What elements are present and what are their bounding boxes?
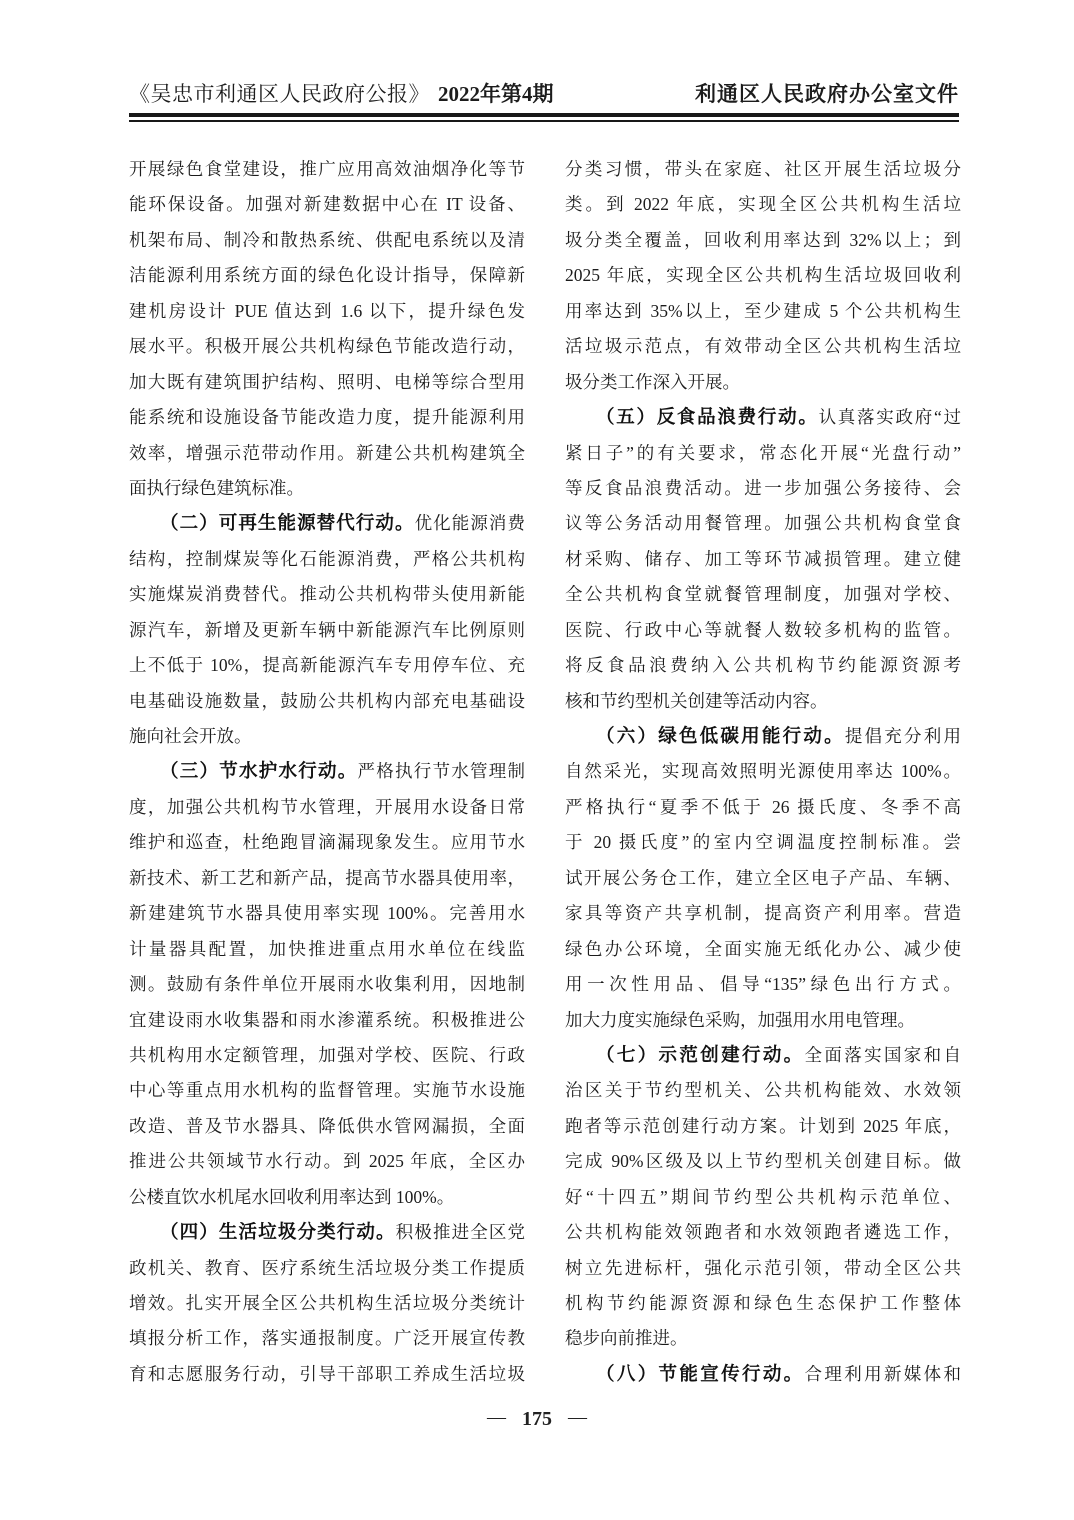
text-line xyxy=(129,1038,525,1073)
body-text: 圾分类工作深入开展。 xyxy=(565,371,740,392)
text-line xyxy=(565,1215,961,1250)
body-text: 2025 年底，实现全区公共机构生活垃圾回收利 xyxy=(565,265,961,286)
body-text: 计量器具配置，加快推进重点用水单位在线监 xyxy=(129,938,525,959)
text-line xyxy=(565,1357,961,1392)
text-line xyxy=(565,1251,961,1286)
page-number: 175 xyxy=(522,1408,552,1430)
body-text: 共机构用水定额管理，加强对学校、医院、行政 xyxy=(129,1044,525,1065)
body-text: 核和节约型机关创建等活动内容。 xyxy=(565,690,828,711)
footer-dash-left: — xyxy=(487,1407,506,1428)
text-line xyxy=(565,1109,961,1144)
text-line xyxy=(129,613,525,648)
body-text: 效率，增强示范带动作用。新建公共机构建筑全 xyxy=(129,442,525,463)
text-line xyxy=(565,1073,961,1108)
body-text: 电基础设施数量，鼓励公共机构内部充电基础设 xyxy=(129,690,525,711)
body-text: 度，加强公共机构节水管理，开展用水设备日常 xyxy=(129,796,525,817)
text-line xyxy=(129,223,525,258)
body-text: 实施煤炭消费替代。推动公共机构带头使用新能 xyxy=(129,584,525,605)
body-text: 建机房设计 PUE 值达到 1.6 以下，提升绿色发 xyxy=(129,300,525,321)
text-line xyxy=(129,719,525,754)
text-line xyxy=(565,1003,961,1038)
text-line xyxy=(129,258,525,293)
body-text: 完成 90%区级及以上节约型机关创建目标。做 xyxy=(565,1151,961,1172)
text-line xyxy=(565,152,961,187)
header-right-group xyxy=(695,78,959,108)
body-text: 公共机构能效领跑者和水效领跑者遴选工作， xyxy=(565,1222,961,1243)
body-text: 严格执行节水管理制 xyxy=(357,761,525,782)
body-text: 展水平。积极开展公共机构绿色节能改造行动， xyxy=(129,336,525,357)
gazette-title: 《吴忠市利通区人民政府公报》 xyxy=(129,82,430,106)
body-text: 积极推进全区党 xyxy=(395,1222,525,1243)
body-text: 绿色办公环境，全面实施无纸化办公、减少使 xyxy=(565,938,961,959)
body-text: 测。鼓励有条件单位开展雨水收集利用，因地制 xyxy=(129,974,525,995)
body-text: 好“十四五”期间节约型公共机构示范单位、 xyxy=(565,1186,961,1207)
text-line xyxy=(565,932,961,967)
text-line xyxy=(565,223,961,258)
body-text: 类。到 2022 年底，实现全区公共机构生活垃 xyxy=(565,194,961,215)
body-text: 育和志愿服务行动，引导干部职工养成生活垃圾 xyxy=(129,1363,525,1384)
text-line xyxy=(129,329,525,364)
body-text: 新技术、新工艺和新产品，提高节水器具使用率， xyxy=(129,867,525,888)
body-text: 能系统和设施设备节能改造力度，提升能源利用 xyxy=(129,407,525,428)
text-line xyxy=(565,648,961,683)
body-text: 材采购、储存、加工等环节减损管理。建立健 xyxy=(565,548,961,569)
text-line xyxy=(565,542,961,577)
section-heading: （二）可再生能源替代行动。 xyxy=(160,514,415,535)
header-rule xyxy=(129,113,959,122)
body-text: 等反食品浪费活动。进一步加强公务接待、会 xyxy=(565,477,961,498)
section-heading: （八）节能宣传行动。 xyxy=(596,1364,805,1385)
body-text: 填报分析工作，落实通报制度。广泛开展宣传教 xyxy=(129,1328,525,1349)
issue-label: 2022年第4期 xyxy=(438,82,554,106)
text-line xyxy=(129,967,525,1002)
text-line xyxy=(129,790,525,825)
body-text: 于 20 摄氏度”的室内空调温度控制标准。尝 xyxy=(565,832,961,853)
body-text: 稳步向前推进。 xyxy=(565,1328,688,1349)
text-line xyxy=(129,1215,525,1250)
text-line xyxy=(129,1144,525,1179)
text-line xyxy=(129,365,525,400)
body-text: 结构，控制煤炭等化石能源消费，严格公共机构 xyxy=(129,548,525,569)
section-heading: （五）反食品浪费行动。 xyxy=(596,408,819,429)
body-text: 认真落实政府“过 xyxy=(818,407,961,428)
text-line xyxy=(129,1073,525,1108)
text-line xyxy=(129,471,525,506)
text-line xyxy=(129,577,525,612)
text-line xyxy=(129,1286,525,1321)
body-text: 分类习惯，带头在家庭、社区开展生活垃圾分 xyxy=(565,159,961,179)
text-line xyxy=(565,1321,961,1356)
body-text: 严格执行“夏季不低于 26 摄氏度、冬季不高 xyxy=(565,796,961,817)
text-line xyxy=(565,861,961,896)
text-line xyxy=(129,861,525,896)
body-text: 面执行绿色建筑标准。 xyxy=(129,477,304,498)
body-text: 家具等资产共享机制，提高资产利用率。营造 xyxy=(565,903,961,924)
footer-dash-right: — xyxy=(568,1407,587,1428)
body-text: 将反食品浪费纳入公共机构节约能源资源考 xyxy=(565,655,961,676)
section-heading: （六）绿色低碳用能行动。 xyxy=(596,727,845,747)
body-text: 机构节约能源资源和绿色生态保护工作整体 xyxy=(565,1293,961,1313)
text-line xyxy=(565,754,961,789)
text-line xyxy=(565,1144,961,1179)
body-text: 全面落实国家和自 xyxy=(804,1044,961,1065)
text-line xyxy=(565,613,961,648)
body-text: 合理利用新媒体和 xyxy=(804,1363,961,1384)
body-text: 政机关、教育、医疗系统生活垃圾分类工作提质 xyxy=(129,1257,525,1278)
body-text: 开展绿色食堂建设，推广应用高效油烟净化等节 xyxy=(129,159,525,179)
body-text: 医院、行政中心等就餐人数较多机构的监管。 xyxy=(565,619,961,640)
body-text: 跑者等示范创建行动方案。计划到 2025 年底， xyxy=(565,1115,961,1136)
page-header xyxy=(129,78,959,108)
body-text: 改造、普及节水器具、降低供水管网漏损，全面 xyxy=(129,1115,525,1136)
text-line xyxy=(565,719,961,754)
body-text: 圾分类全覆盖，回收利用率达到 32%以上；到 xyxy=(565,229,961,250)
body-text: 上不低于 10%，提高新能源汽车专用停车位、充 xyxy=(129,655,525,676)
text-line xyxy=(129,1003,525,1038)
text-line xyxy=(129,648,525,683)
body-text: 施向社会开放。 xyxy=(129,726,252,746)
body-text: 源汽车，新增及更新车辆中新能源汽车比例原则 xyxy=(129,619,525,640)
text-line xyxy=(565,329,961,364)
text-line xyxy=(129,1321,525,1356)
doc-source-label: 利通区人民政府办公室文件 xyxy=(695,82,959,106)
right-column xyxy=(565,152,961,1392)
text-line xyxy=(129,1357,525,1392)
text-line xyxy=(129,825,525,860)
text-line xyxy=(129,754,525,789)
text-line xyxy=(565,790,961,825)
body-text: 用率达到 35%以上，至少建成 5 个公共机构生 xyxy=(565,300,961,321)
text-line xyxy=(565,365,961,400)
body-text: 洁能源利用系统方面的绿色化设计指导，保障新 xyxy=(129,265,525,286)
body-text: 全公共机构食堂就餐管理制度，加强对学校、 xyxy=(565,584,961,605)
text-line xyxy=(129,1109,525,1144)
section-heading: （七）示范创建行动。 xyxy=(596,1045,805,1066)
text-line xyxy=(129,684,525,719)
text-line xyxy=(565,577,961,612)
body-text: 优化能源消费 xyxy=(414,513,525,534)
text-line xyxy=(129,436,525,471)
text-line xyxy=(565,684,961,719)
text-line xyxy=(129,932,525,967)
body-text: 加大既有建筑围护结构、照明、电梯等综合型用 xyxy=(129,371,525,392)
text-line xyxy=(565,258,961,293)
body-text: 增效。扎实开展全区公共机构生活垃圾分类统计 xyxy=(129,1293,525,1313)
text-line xyxy=(129,506,525,541)
body-text: 提倡充分利用 xyxy=(844,726,961,746)
body-text: 紧日子”的有关要求，常态化开展“光盘行动” xyxy=(565,442,961,463)
text-line xyxy=(129,187,525,222)
text-line xyxy=(565,967,961,1002)
text-line xyxy=(565,436,961,471)
text-line xyxy=(129,294,525,329)
body-text: 自然采光，实现高效照明光源使用率达 100%。 xyxy=(565,761,961,782)
text-line xyxy=(129,896,525,931)
text-line xyxy=(565,187,961,222)
body-text: 机架布局、制冷和散热系统、供配电系统以及清 xyxy=(129,229,525,250)
text-line xyxy=(565,896,961,931)
text-line xyxy=(129,542,525,577)
text-line xyxy=(565,471,961,506)
text-line xyxy=(129,152,525,187)
body-text: 用一次性用品、倡导“135”绿色出行方式。 xyxy=(565,974,961,995)
text-line xyxy=(129,400,525,435)
body-text: 议等公务活动用餐管理。加强公共机构食堂食 xyxy=(565,513,961,534)
text-line xyxy=(565,825,961,860)
body-text: 新建建筑节水器具使用率实现 100%。完善用水 xyxy=(129,903,525,924)
body-text: 宜建设雨水收集器和雨水渗灌系统。积极推进公 xyxy=(129,1009,525,1030)
text-line xyxy=(565,294,961,329)
section-heading: （三）节水护水行动。 xyxy=(160,762,358,783)
text-line xyxy=(565,1038,961,1073)
text-line xyxy=(129,1180,525,1215)
body-text: 维护和巡查，杜绝跑冒滴漏现象发生。应用节水 xyxy=(129,832,525,853)
body-text: 中心等重点用水机构的监督管理。实施节水设施 xyxy=(129,1080,525,1101)
body-text: 推进公共领域节水行动。到 2025 年底，全区办 xyxy=(129,1151,525,1172)
text-line xyxy=(565,506,961,541)
body-text: 树立先进标杆，强化示范引领，带动全区公共 xyxy=(565,1257,961,1278)
left-column xyxy=(129,152,525,1392)
body-text: 治区关于节约型机关、公共机构能效、水效领 xyxy=(565,1080,961,1101)
body-columns xyxy=(129,152,961,1392)
body-text: 能环保设备。加强对新建数据中心在 IT 设备、 xyxy=(129,194,525,215)
section-heading: （四）生活垃圾分类行动。 xyxy=(160,1223,396,1244)
body-text: 加大力度实施绿色采购，加强用水用电管理。 xyxy=(565,1009,915,1030)
text-line xyxy=(565,1286,961,1321)
body-text: 公楼直饮水机尾水回收利用率达到 100%。 xyxy=(129,1186,455,1207)
text-line xyxy=(565,400,961,435)
body-text: 活垃圾示范点，有效带动全区公共机构生活垃 xyxy=(565,336,961,357)
body-text: 试开展公务仓工作，建立全区电子产品、车辆、 xyxy=(565,867,961,888)
text-line xyxy=(129,1251,525,1286)
text-line xyxy=(565,1180,961,1215)
page-footer xyxy=(0,1408,1074,1431)
header-left-group xyxy=(129,78,554,108)
